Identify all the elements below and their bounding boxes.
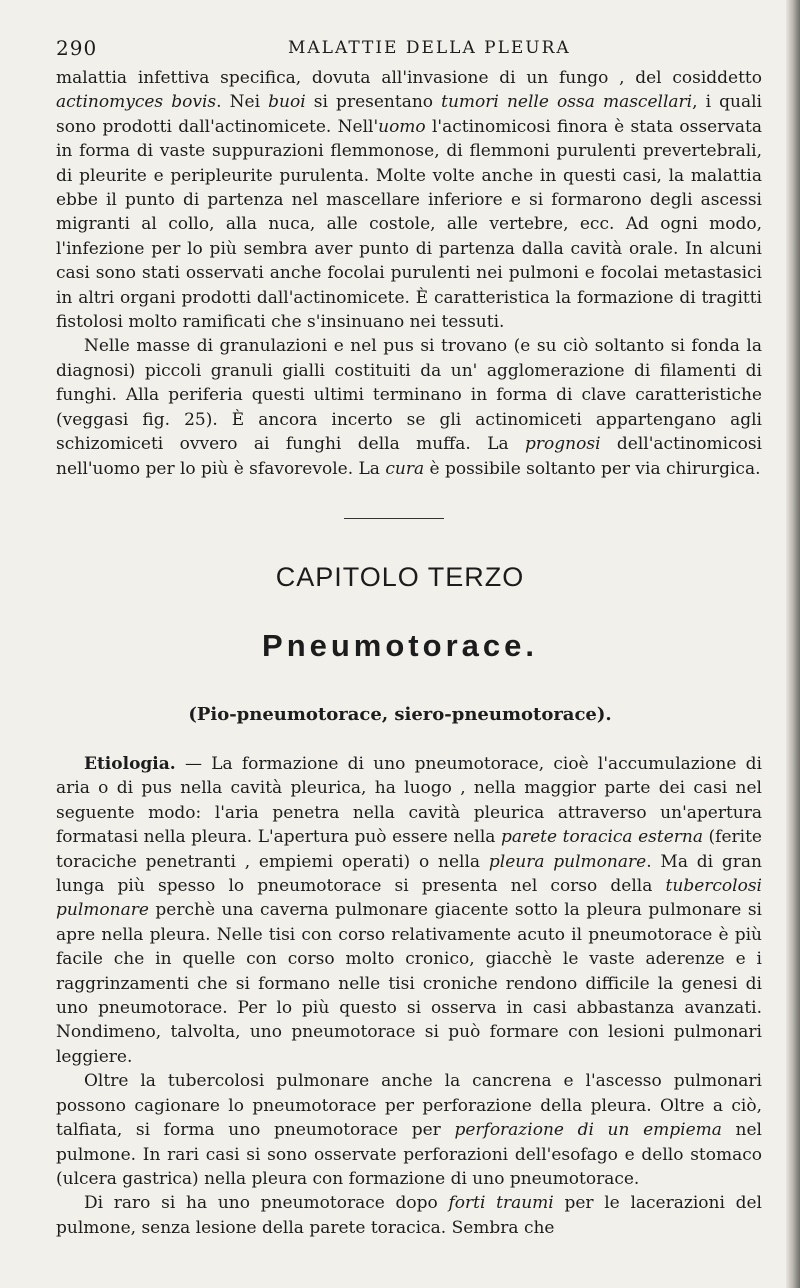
section-title: Pneumotorace. xyxy=(262,628,538,663)
page-number: 290 xyxy=(56,36,98,60)
paragraph-actinomycosis: malattia infettiva specifica, dovuta all'invasione di un fungo , del cosiddetto actinomyces bovis. Nei buoi si presentano tumori nelle ossa mascellari, i quali sono prodotti dall'actinomicete. Nell'uomo l'actinomicosi finora è stata osservata in forma di vaste suppurazioni flemmonose, di flemmoni purulenti prevertebrali, di pleurite e peripleurite purulenta. Molte volte anche in questi casi, la malattia ebbe il punto di partenza nel mascellare inferiore e si formarono degli ascessi migranti al collo, alla nuca, alle costole, alle vertebre, ecc. Ad ogni modo, l'infezione per lo più sembra aver punto di partenza dalla cavità orale. In alcuni casi sono stati osservati anche focolai purulenti nei pulmoni e focolai metastasici in altri organi prodotti dall'actinomicete. È caratteristica la formazione di tragitti fistolosi molto ramificati che s'insinuano nei tessuti. xyxy=(56,68,762,333)
text-block-bottom xyxy=(56,752,762,1240)
section-divider xyxy=(344,518,444,519)
text-block-top xyxy=(56,66,762,481)
page-header xyxy=(56,36,756,66)
paragraph-trauma: Di raro si ha uno pneumotorace dopo forti traumi per le lacerazioni del pulmone, senza lesione della parete toracica. Sembra che xyxy=(56,1193,762,1238)
etiology-lead: Etiologia. xyxy=(84,754,176,774)
paragraph-etiology: Etiologia. — La formazione di uno pneumotorace, cioè l'accumulazione di aria o di pus nella cavità pleurica, ha luogo , nella maggior parte dei casi nel seguente modo: l'aria penetra nella cavità pleurica attraverso un'apertura formatasi nella pleura. L'apertura può essere nella parete toracica esterna (ferite toraciche penetranti , empiemi operati) o nella pleura pulmonare. Ma di gran lunga più spesso lo pneumotorace si presenta nel corso della tubercolosi pulmonare perchè una caverna pulmonare giacente sotto la pleura pulmonare si apre nella pleura. Nelle tisi con corso relativamente acuto il pneumotorace è più facile che in quelle con corso molto cronico, giacchè le vaste aderenze e i raggrinzamenti che si formano nelle tisi croniche rendono difficile la genesi di uno pneumotorace. Per lo più questo si osserva in casi abbastanza avanzati. Nondimeno, talvolta, uno pneumotorace si può formare con lesioni pulmonari leggiere. xyxy=(56,754,762,1067)
section-subtitle: (Pio-pneumotorace, siero-pneumotorace). xyxy=(188,704,612,725)
chapter-heading: CAPITOLO TERZO xyxy=(275,562,525,592)
paragraph-perforation: Oltre la tubercolosi pulmonare anche la cancrena e l'ascesso pulmonari possono cagionare lo pneumotorace per perforazione della pleura. Oltre a ciò, talfiata, si forma uno pneumotorace per perforazione di un empiema nel pulmone. In rari casi si sono osservate perforazioni dell'esofago e dello stomaco (ulcera gastrica) nella pleura con formazione di uno pneumotorace. xyxy=(56,1071,762,1189)
paragraph-diagnosis: Nelle masse di granulazioni e nel pus si trovano (e su ciò soltanto si fonda la diagnosi) piccoli granuli gialli costituiti da un' agglomerazione di filamenti di funghi. Alla periferia questi ultimi terminano in forma di clave caratteristiche (veggasi fig. 25). È ancora incerto se gli actinomiceti appartengano agli schizomiceti ovvero ai funghi della muffa. La prognosi dell'actinomicosi nell'uomo per lo più è sfavorevole. La cura è possibile soltanto per via chirurgica. xyxy=(56,336,762,479)
running-head: MALATTIE DELLA PLEURA xyxy=(288,38,571,58)
